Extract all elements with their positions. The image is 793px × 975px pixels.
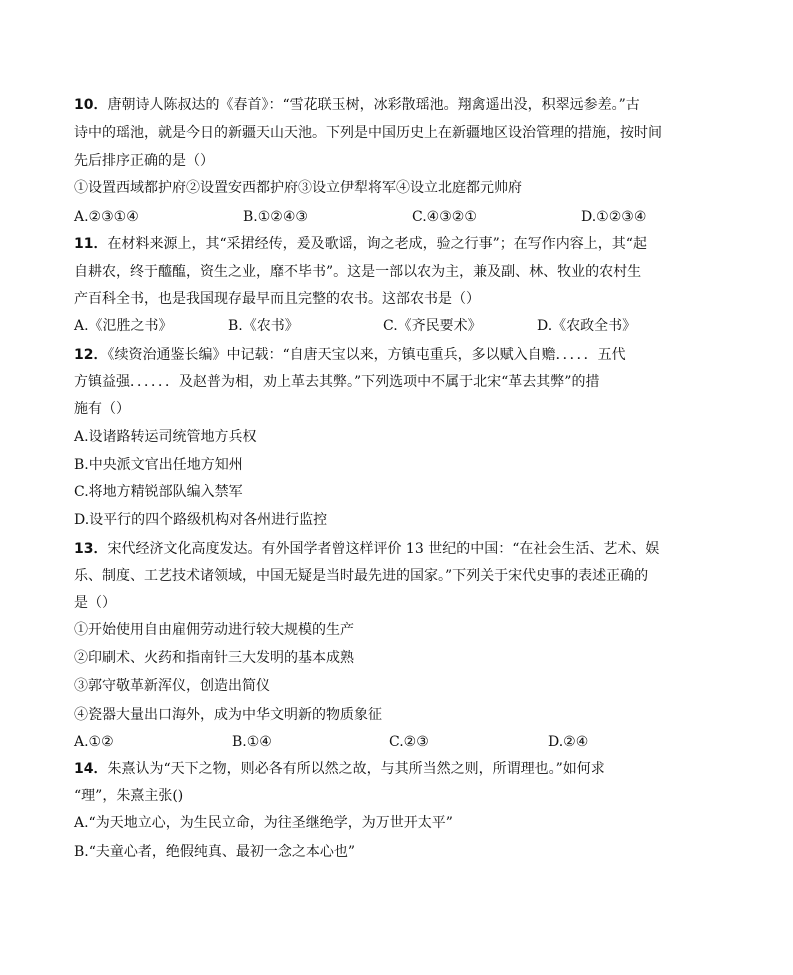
q11-line-2: 自耕农，终于醯醢，资生之业，靡不毕书”。这是一部以农为主，兼及副、林、牧业的农村生	[74, 264, 642, 280]
q12-option-d[interactable]: D.设平行的四个路级机构对各州进行监控	[74, 512, 328, 528]
q14-stem-text: 朱熹认为“天下之物，则必各有所以然之故，与其所当然之则，所谓理也。”如何求	[107, 761, 605, 777]
q10-stem-text: 唐朝诗人陈叔达的《春首》：“雪花联玉树，冰彩散瑶池。翔禽遥出没，积翠远参差。”古	[107, 97, 640, 113]
q13-line-2: 乐、制度、工艺技术诸领域，中国无疑是当时最先进的国家。”下列关于宋代史事的表述正确的	[74, 568, 649, 584]
q10-number: 10．	[74, 97, 108, 113]
q10-option-c[interactable]: C.④③②①	[412, 209, 477, 225]
q13-stem-text: 宋代经济文化高度发达。有外国学者曾这样评价 13 世纪的中国：“在社会生活、艺术、娱	[107, 541, 660, 557]
q12-line-2: 方镇益强．．．．．．及赵普为相，劝上革去其弊。”下列选项中不属于北宋“革去其弊”的措	[74, 374, 600, 390]
q14-option-a[interactable]: A.“为天地立心，为生民立命，为往圣继绝学，为万世开太平”	[74, 815, 453, 831]
q14-option-b[interactable]: B.“夫童心者，绝假纯真、最初一念之本心也”	[74, 844, 356, 860]
q10-line-2: 诗中的瑶池，就是今日的新疆天山天池。下列是中国历史上在新疆地区设治管理的措施，按时间	[74, 125, 662, 141]
q12-stem-text: 《续资治通鉴长编》中记载：“自唐天宝以来，方镇屯重兵，多以赋入自赡．．．．．五代	[107, 347, 626, 363]
q13-option-c[interactable]: C.②③	[389, 734, 429, 750]
q12-line-1	[74, 345, 674, 365]
q11-option-c[interactable]: C.《齐民要术》	[383, 318, 482, 334]
q14-number: 14．	[74, 761, 108, 777]
q10-option-d[interactable]: D.①②③④	[581, 209, 647, 225]
q10-option-a[interactable]: A.②③①④	[74, 209, 139, 225]
q10-items: ①设置西域都护府②设置安西都护府③设立伊犁将军④设立北庭都元帅府	[74, 180, 522, 196]
q12-option-c[interactable]: C.将地方精锐部队编入禁军	[74, 484, 243, 500]
q11-option-b[interactable]: B.《农书》	[228, 318, 299, 334]
q13-option-b[interactable]: B.①④	[232, 734, 272, 750]
q13-item-4: ④瓷器大量出口海外，成为中华文明新的物质象征	[74, 707, 382, 723]
q13-number: 13．	[74, 541, 108, 557]
q13-item-3: ③郭守敬革新浑仪，创造出简仪	[74, 678, 270, 694]
q10-line-3: 先后排序正确的是（）	[74, 153, 214, 169]
q14-line-2: “理”，朱熹主张()	[74, 788, 184, 804]
q13-option-d[interactable]: D.②④	[548, 734, 589, 750]
q12-option-b[interactable]: B.中央派文官出任地方知州	[74, 457, 243, 473]
q11-line-1	[74, 234, 674, 254]
q12-line-3: 施有（）	[74, 401, 130, 417]
q14-line-1	[74, 759, 674, 779]
q11-line-3: 产百科全书，也是我国现存最早而且完整的农书。这部农书是（）	[74, 291, 480, 307]
q11-option-d[interactable]: D.《农政全书》	[537, 318, 637, 334]
q13-line-3: 是（）	[74, 595, 116, 611]
q11-stem-text: 在材料来源上，其“采捃经传，爰及歌谣，询之老成，验之行事”；在写作内容上，其“起	[107, 236, 647, 252]
q13-item-1: ①开始使用自由雇佣劳动进行较大规模的生产	[74, 622, 354, 638]
q10-line-1	[74, 95, 674, 115]
q11-number: 11．	[74, 236, 108, 252]
q10-option-b[interactable]: B.①②④③	[243, 209, 308, 225]
q11-option-a[interactable]: A.《氾胜之书》	[74, 318, 173, 334]
q12-option-a[interactable]: A.设诸路转运司统管地方兵权	[74, 429, 257, 445]
q13-line-1	[74, 539, 674, 559]
q13-item-2: ②印刷术、火药和指南针三大发明的基本成熟	[74, 650, 354, 666]
q13-option-a[interactable]: A.①②	[74, 734, 114, 750]
q12-number: 12．	[74, 347, 108, 363]
